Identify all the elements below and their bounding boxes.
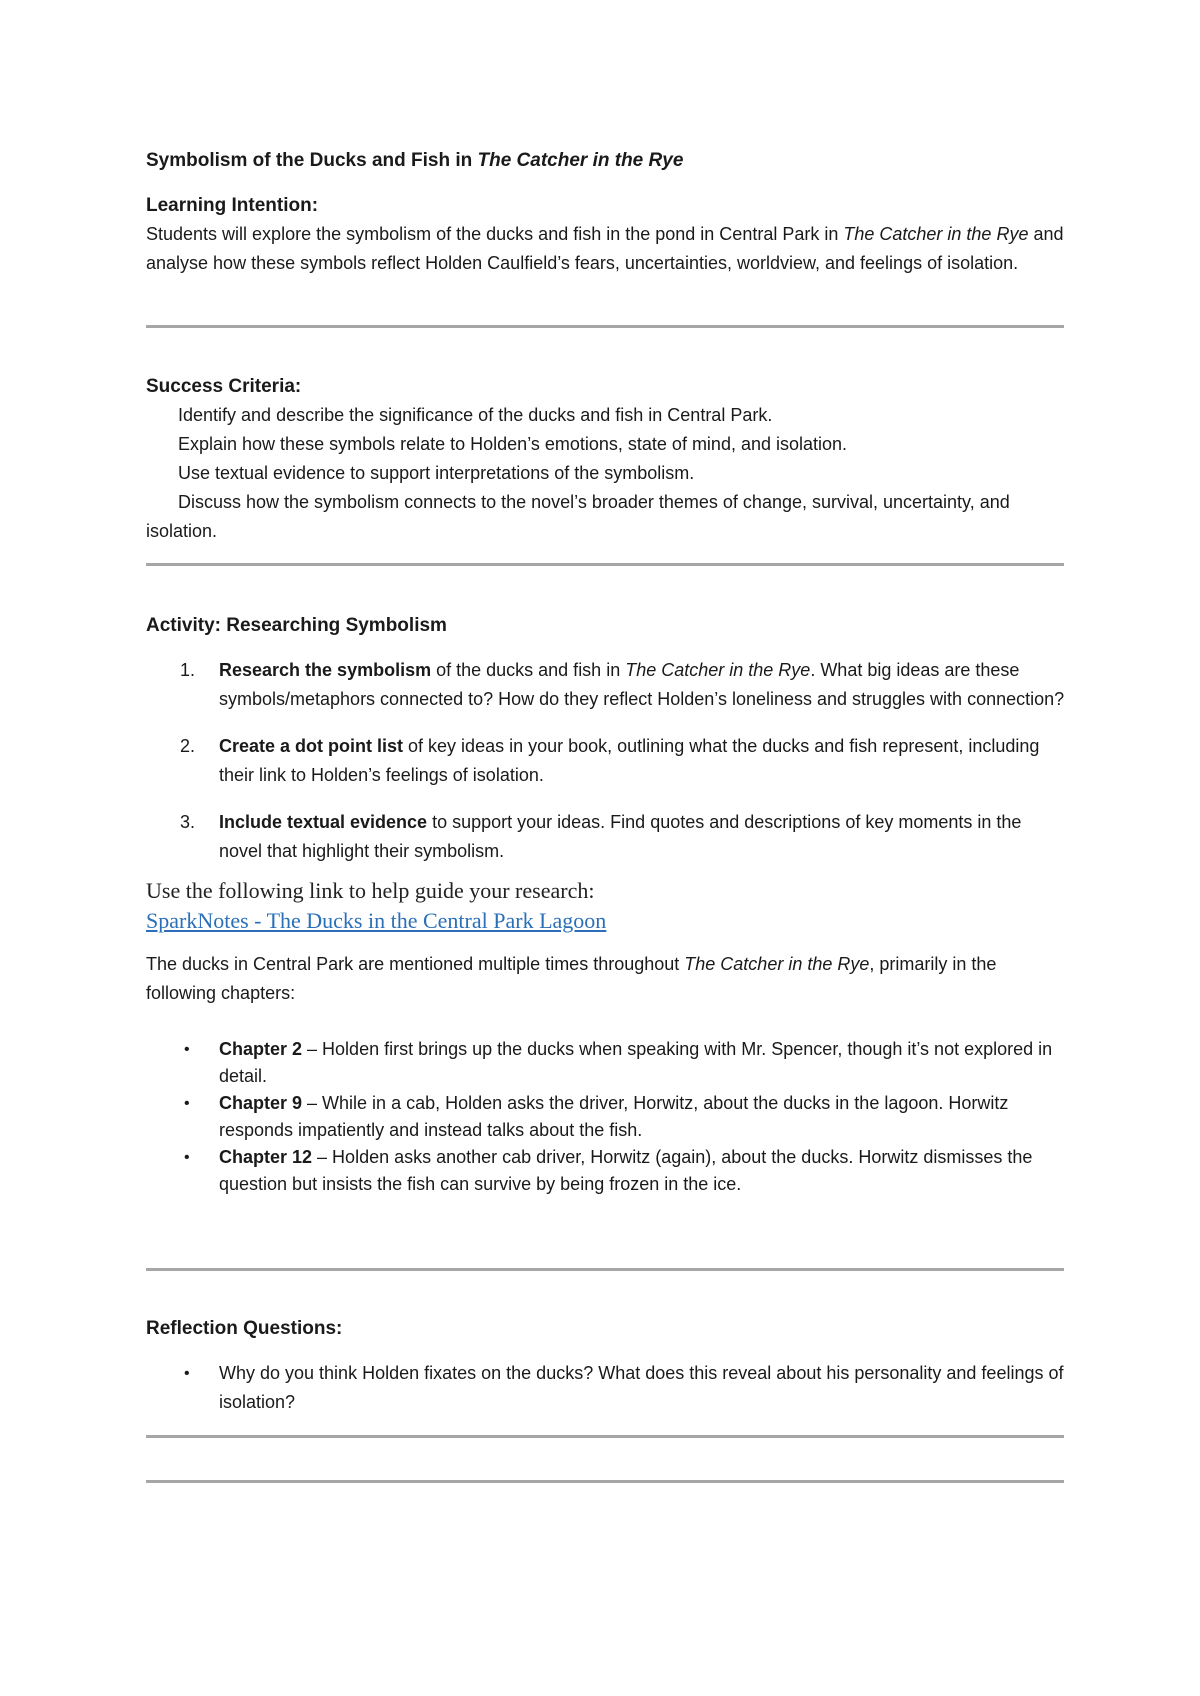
divider <box>146 563 1064 566</box>
bullet-icon: • <box>184 1041 190 1058</box>
chapter-item <box>146 1036 1066 1090</box>
reflection-list <box>146 1359 1066 1417</box>
activity-list <box>146 656 1066 866</box>
chapter-label: Chapter 12 <box>219 1147 313 1167</box>
reflection-question: Why do you think Holden fixates on the ducks? What does this reveal about his personality and feelings of isolation? <box>219 1363 1064 1412</box>
link-line <box>146 906 1066 936</box>
chapter-item <box>146 1144 1066 1198</box>
learning-intention-section <box>146 191 1066 278</box>
bullet-icon: • <box>184 1365 190 1382</box>
sparknotes-link[interactable]: SparkNotes - The Ducks in the Central Park Lagoon <box>146 908 607 933</box>
learning-intention-book: The Catcher in the Rye <box>843 224 1029 244</box>
activity-item-text: . What big ideas are these symbols/metaphors connected to? How do they reflect Holden’s loneliness and struggles with connection? <box>219 660 1065 709</box>
divider <box>146 1268 1064 1271</box>
document-title <box>146 146 683 175</box>
reflection-item <box>146 1359 1066 1417</box>
success-criteria-heading: Success Criteria: <box>146 376 302 397</box>
activity-item-text: of key ideas in your book, outlining what the ducks and fish represent, including their link to Holden’s feelings of isolation. <box>219 736 1040 785</box>
activity-item-bold: Include textual evidence <box>219 812 428 832</box>
mentions-text-a: The ducks in Central Park are mentioned multiple times throughout <box>146 954 685 974</box>
bullet-icon: • <box>184 1095 190 1112</box>
link-intro: Use the following link to help guide your research: <box>146 878 595 903</box>
activity-item-book: The Catcher in the Rye <box>625 660 811 680</box>
activity-section <box>146 611 1066 1198</box>
divider <box>146 325 1064 328</box>
activity-item-text: of the ducks and fish in <box>431 660 626 680</box>
criteria-item: Discuss how the symbolism connects to the novel’s broader themes of change, survival, uncertainty, and isolation. <box>146 492 1010 541</box>
learning-intention-text-a: Students will explore the symbolism of the ducks and fish in the pond in Central Park in <box>146 224 844 244</box>
reflection-heading: Reflection Questions: <box>146 1318 343 1339</box>
criteria-item: Identify and describe the significance of the ducks and fish in Central Park. <box>178 405 773 425</box>
criteria-item: Use textual evidence to support interpretations of the symbolism. <box>178 463 695 483</box>
success-criteria-section <box>146 372 1066 546</box>
title-prefix: Symbolism of the Ducks and Fish in <box>146 150 478 171</box>
chapter-label: Chapter 2 <box>219 1039 303 1059</box>
activity-item-text: to support your ideas. Find quotes and descriptions of key moments in the novel that highlight their symbolism. <box>219 812 1022 861</box>
activity-item-number: 3. <box>180 812 196 832</box>
mentions-paragraph <box>146 950 1066 1008</box>
activity-item <box>146 808 1066 866</box>
criteria-item: Explain how these symbols relate to Holden’s emotions, state of mind, and isolation. <box>178 434 848 454</box>
learning-intention-heading: Learning Intention: <box>146 195 319 216</box>
divider <box>146 1435 1064 1438</box>
chapter-text: – Holden asks another cab driver, Horwitz (again), about the ducks. Horwitz dismisses the question but insists the fish can survive by being frozen in the ice. <box>219 1147 1033 1194</box>
activity-item-number: 1. <box>180 660 196 680</box>
activity-item <box>146 656 1066 714</box>
chapter-list <box>146 1036 1066 1198</box>
reflection-section <box>146 1314 1066 1417</box>
activity-item-bold: Create a dot point list <box>219 736 404 756</box>
chapter-text: – While in a cab, Holden asks the driver, Horwitz, about the ducks in the lagoon. Horwitz responds impatiently and instead talks about the fish. <box>219 1093 1009 1140</box>
title-book: The Catcher in the Rye <box>477 150 684 171</box>
mentions-text-b: , primarily in the following chapters: <box>146 954 997 1003</box>
activity-item-bold: Research the symbolism <box>219 660 432 680</box>
divider <box>146 1480 1064 1483</box>
activity-heading: Activity: Researching Symbolism <box>146 615 447 636</box>
chapter-label: Chapter 9 <box>219 1093 303 1113</box>
activity-item-number: 2. <box>180 736 196 756</box>
learning-intention-text-b: and analyse how these symbols reflect Holden Caulfield’s fears, uncertainties, worldview, and feelings of isolation. <box>146 224 1064 273</box>
bullet-icon: • <box>184 1149 190 1166</box>
activity-item <box>146 732 1066 790</box>
mentions-book: The Catcher in the Rye <box>684 954 870 974</box>
learning-intention-text <box>146 220 1066 278</box>
chapter-text: – Holden first brings up the ducks when speaking with Mr. Spencer, though it’s not explored in detail. <box>219 1039 1053 1086</box>
chapter-item <box>146 1090 1066 1144</box>
